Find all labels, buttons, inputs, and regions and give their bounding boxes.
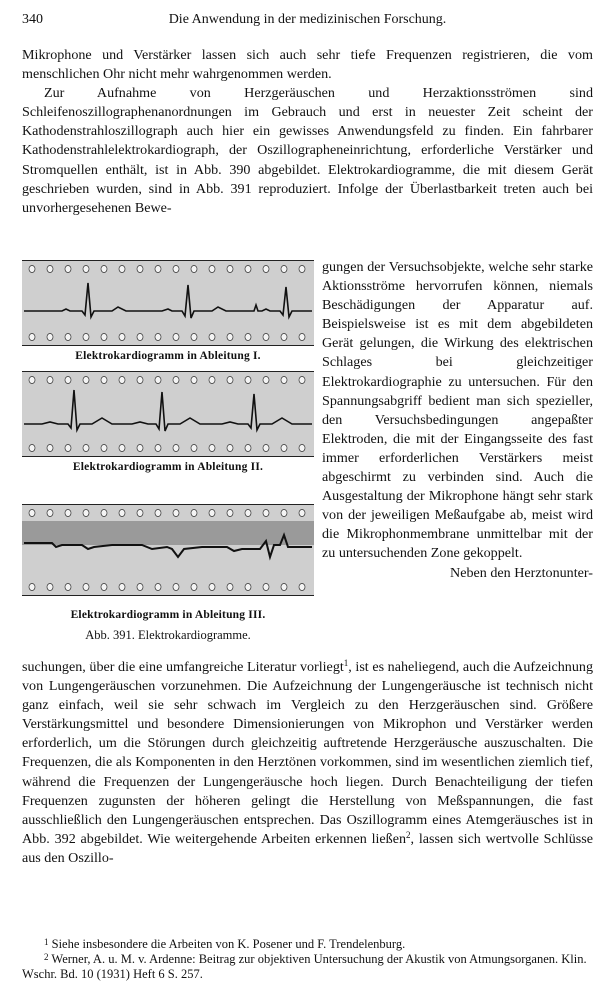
footnote-2: [22, 952, 593, 982]
paragraph-2-continued: gungen der Versuchsobjekte, welche sehr starke Aktionsströme hervorrufen können, niemals Beschädigungen der Apparatur auf. Beispielsweise ist es mit dem abgebildeten Gerät gelungen, die Wirkung des elektrischen Schlages bei gleichzeitiger Elektrokardiographie zu untersuchen. Für den Spannungsabgriff bedient man sich spezieller, den Versuchsbedingungen angepaßter Elektroden, die mit der Eingangsseite des fast immer erforderlichen Verstärkers meist abgeschirmt zu verbinden sind. Auch die Ausgestaltung der Mikrophone hängt sehr stark von der jeweiligen Meßaufgabe ab, meist wird die Mikrophonmembrane unmittelbar mit der zu untersuchenden Zone gekoppelt.: [322, 259, 593, 562]
footnote-1: [22, 937, 593, 952]
body-text-right-column: [322, 258, 593, 583]
ecg-strip-2: [22, 371, 314, 457]
footnote-ref-1[interactable]: 1: [343, 658, 349, 668]
footnote-ref-2[interactable]: 2: [406, 829, 411, 840]
footnote-1-text: Siehe insbesondere die Arbeiten von K. Posener und F. Trendelenburg.: [51, 937, 406, 951]
ecg-caption-2: Elektrokardiogramm in Ableitung II.: [72, 461, 264, 473]
ecg-trace-2: [22, 372, 314, 456]
ecg-caption-1: Elektrokardiogramm in Ableitung I.: [75, 350, 261, 362]
figure-caption: Abb. 391. Elektrokardiogramme.: [85, 628, 251, 642]
footnotes: [22, 937, 593, 982]
body-text-bottom: [22, 658, 593, 868]
figure-abb-391: [22, 258, 314, 644]
page-number: 340: [22, 12, 43, 27]
paragraph-3-part-1: suchungen, über die eine umfangreiche Literatur vorliegt: [22, 659, 344, 675]
footnote-1-mark: 1: [44, 937, 49, 947]
body-text-top: [22, 46, 593, 218]
ecg-strip-1: [22, 260, 314, 346]
running-head: [22, 12, 593, 32]
paragraph-3-start: Neben den Herztonunter-: [450, 564, 593, 581]
ecg-trace-1: [22, 261, 314, 345]
ecg-caption-3: Elektrokardiogramm in Ableitung III.: [70, 609, 266, 621]
ecg-strip-3: [22, 504, 314, 596]
paragraph-3-part-2: , ist es naheliegend, auch die Aufzeichnung von Lungengeräuschen vorzunehmen. Die Aufzeichnung der Lungengeräusche ist technisch nicht ganz einfach, weil sie sehr schwach im Vergleich zu den Herzgeräuschen sind. Größere Verstärkungsmittel und besondere Dimensionierungen von Mikrophon und Verstärker werden erforderlich, um die Störungen durch gleichzeitig auftretende Herzgeräusche auszuschalten. Die Frequenzen, die als Komponenten in den Herztönen vorkommen, sind im wesentlichen ziemlich tief, während die Frequenzen der Lungengeräusche hoch liegen. Durch Benachteiligung der tiefen Frequenzen zugunsten der höheren gelingt die Herstellung von Meßspannungen, die fast ausschließlich den Lungengeräuschen entsprechen. Das Oszillogramm eines Atemgeräusches ist in Abb. 392 abgebildet. Wie weitergehende Arbeiten erkennen ließen: [22, 659, 593, 847]
footnote-2-mark: 2: [44, 952, 49, 962]
ecg-trace-3: [22, 505, 314, 595]
running-title: Die Anwendung in der medizinischen Forschung.: [168, 12, 447, 27]
paragraph-1: Mikrophone und Verstärker lassen sich auch sehr tiefe Frequenzen registrieren, die vom menschlichen Ohr nicht mehr wahrgenommen werden.: [22, 47, 593, 83]
paragraph-2: Zur Aufnahme von Herzgeräuschen und Herzaktionsströmen sind Schleifenoszillographenanordnungen im Gebrauch und erst in neuester Zeit scheint der Kathodenstrahloszillograph auch hier ein gewisses Anwendungsfeld zu finden. Ein fahrbarer Kathodenstrahlelektrokardiograph, der Oszillographeneinrichtung, erforderliche Verstärker und Stromquellen enthält, ist in Abb. 390 abgebildet. Elektrokardiogramme, die mit diesem Gerät geschrieben wurden, sind in Abb. 391 reproduziert. Infolge der Überlastbarkeit treten auch bei unvorhergesehenen Bewe-: [22, 85, 593, 216]
paragraph-3-continued: [22, 658, 593, 868]
footnote-2-text: Werner, A. u. M. v. Ardenne: Beitrag zur objektiven Untersuchung der Akustik von Atmungsorganen. Klin. Wschr. Bd. 10 (1931) Heft 6 S. 257.: [22, 952, 587, 981]
paragraph-3-part-3: , lassen sich wertvolle Schlüsse aus den Oszillo-: [22, 830, 593, 866]
